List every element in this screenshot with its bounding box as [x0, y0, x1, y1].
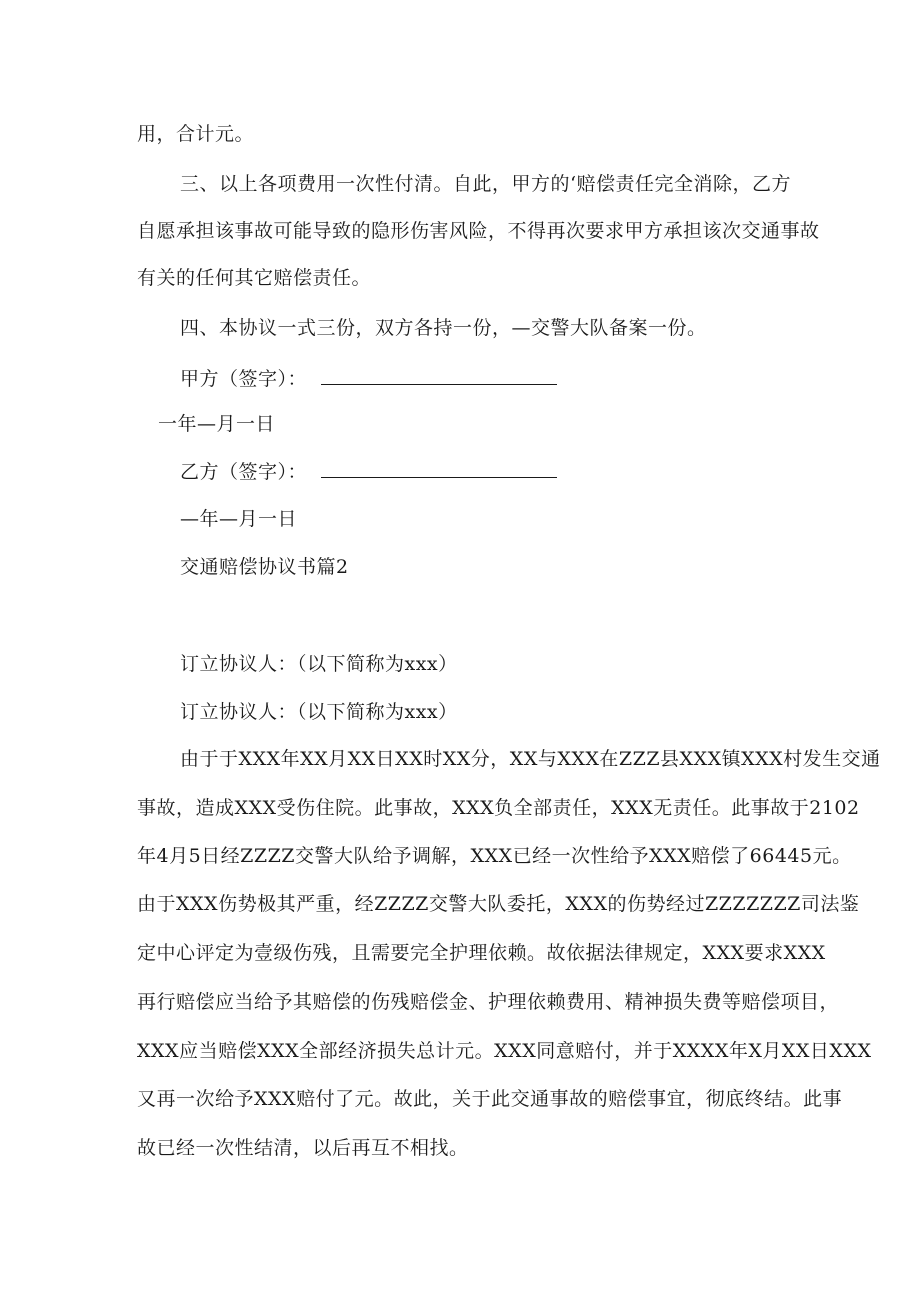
clause-three-line: 有关的任何其它赔偿责任。 — [137, 267, 372, 289]
party-b-signature-row — [180, 459, 557, 484]
paragraph-line: 年4月5日经ZZZZ交警大队给予调解，XXX已经一次性给予XXX赔偿了66445元。 — [137, 845, 852, 867]
party-a-date: 一年—月一日 — [158, 413, 276, 435]
paragraph-line: XXX应当赔偿XXX全部经济损失总计元。XXX同意赔付，并于XXXX年X月XX日XXX — [137, 1040, 872, 1062]
party-b-label: 乙方（签字）： — [180, 461, 308, 483]
clause-three-line: 三、以上各项费用一次性付清。自此，甲方的‘赔偿责任完全消除，乙方 — [180, 173, 792, 195]
party-a-signature-line — [321, 366, 557, 385]
text-line: 用，合计元。 — [137, 123, 255, 145]
section-title: 交通赔偿协议书篇2 — [180, 556, 349, 578]
signer-line: 订立协议人：（以下简称为xxx） — [180, 701, 458, 723]
paragraph-line: 由于于XXX年XX月XX日XX时XX分，XX与XXX在ZZZ县XXX镇XXX村发生交通 — [180, 748, 881, 770]
party-b-date: —年—月一日 — [180, 508, 298, 530]
party-b-signature-line — [321, 459, 557, 478]
paragraph-line: 故已经一次性结清，以后再互不相找。 — [137, 1137, 469, 1159]
party-a-label: 甲方（签字）： — [180, 368, 308, 390]
paragraph-line: 事故，造成XXX受伤住院。此事故，XXX负全部责任，XXX无责任。此事故于2102 — [137, 797, 860, 819]
paragraph-line: 再行赔偿应当给予其赔偿的伤残赔偿金、护理依赖费用、精神损失费等赔偿项目， — [137, 991, 840, 1013]
clause-three-line: 自愿承担该事故可能导致的隐形伤害风险，不得再次要求甲方承担该次交通事故 — [137, 220, 820, 242]
paragraph-line: 又再一次给予XXX赔付了元。故此，关于此交通事故的赔偿事宜，彻底终结。此事 — [137, 1088, 843, 1110]
signer-line: 订立协议人：（以下简称为xxx） — [180, 653, 458, 675]
paragraph-line: 定中心评定为壹级伤残，且需要完全护理依赖。故依据法律规定，XXX要求XXX — [137, 942, 826, 964]
paragraph-line: 由于XXX伤势极其严重，经ZZZZ交警大队委托，XXX的伤势经过ZZZZZZZ司法鉴 — [137, 893, 860, 915]
clause-four-line: 四、本协议一式三份，双方各持一份，—交警大队备案一份。 — [180, 317, 707, 339]
party-a-signature-row — [180, 366, 557, 391]
